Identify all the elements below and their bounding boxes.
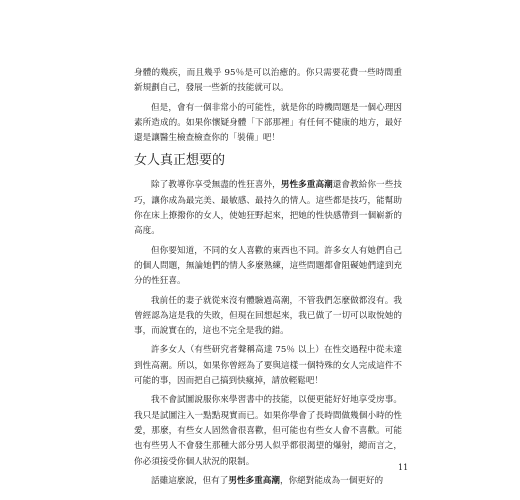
body-text xyxy=(134,66,402,493)
paragraph xyxy=(134,66,402,97)
paragraph xyxy=(134,178,402,239)
paragraph xyxy=(134,343,402,389)
book-title-emphasis: 男性多重高潮 xyxy=(228,475,280,486)
paragraph-text: 我不會試圖說服你來學習書中的技能，以便更能好好地享受房事。我只是試圖注入一點點現實而已。如果你學會了長時間做幾個小時的性愛，那麼，有些女人固然會很喜歡，但可能也有些女人會不喜歡。可能也有些男人不會發生那種大部分男人似乎都很渴望的爆射，總而言之，你必須接受你個人狀況的限制。 xyxy=(134,395,402,467)
paragraph xyxy=(134,393,402,469)
paragraph xyxy=(134,101,402,147)
paragraph-text: 但你要知道，不同的女人喜歡的東西也不同。許多女人有她們自己的個人問題，無論她們的情人多麼熟練，這些問題都會阻礙她們達到充分的性狂喜。 xyxy=(134,245,402,287)
paragraph-text: 還會教給你一些技巧，讓你成為最完美、最敏感、最持久的情人。這些都是技巧，能幫助你在床上撩撥你的女人，使她狂野起來，把她的性快感帶到一個嶄新的高度。 xyxy=(134,180,402,237)
paragraph-text: 許多女人（有些研究者聲稱高達 75％ 以上）在性交過程中從未達到性高潮。所以，如果你曾經為了要與這樣一個特殊的女人完成這件不可能的事，因而把自己搞到快瘋掉，請放輕鬆吧！ xyxy=(134,345,402,387)
paragraph xyxy=(134,244,402,290)
paragraph-text: ，你絕對能成為一個更好的 xyxy=(279,475,384,486)
paragraph-text: 但是，會有一個非常小的可能性，就是你的時機問題是一個心理因素所造成的。如果你懷疑身體「下部那裡」有任何不健康的地方，最好還是讓醫生檢查檢查你的「裝備」吧！ xyxy=(134,102,402,144)
book-title-emphasis: 男性多重高潮 xyxy=(280,180,333,191)
paragraph-text: 除了教導你享受無盡的性狂喜外， xyxy=(151,180,281,191)
page-number: 11 xyxy=(398,463,409,472)
paragraph-text: 身體的幾疾，而且幾乎 95％是可以治癒的。你只需要花費一些時間重新規劃自己，發展一些新的技能就可以。 xyxy=(134,68,402,94)
paragraph xyxy=(134,474,402,489)
paragraph xyxy=(134,294,402,340)
section-heading: 女人真正想要的 xyxy=(134,153,226,169)
paragraph-text: 話雖這麼說，但有了 xyxy=(151,475,229,486)
paragraph-text: 我前任的妻子就從來沒有體驗過高潮，不管我們怎麼做都沒有。我曾經認為這是我的失敗，但現在回想起來，我已做了一切可以取悅她的事，而說實在的，這也不完全是我的錯。 xyxy=(134,295,402,337)
